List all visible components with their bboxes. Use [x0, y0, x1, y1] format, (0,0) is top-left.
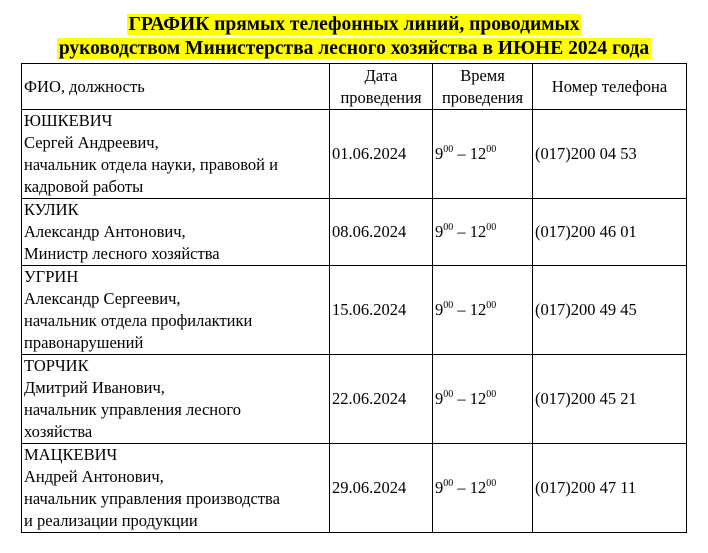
- document-title: [0, 13, 708, 61]
- table-row: [22, 110, 687, 199]
- time-end-min: 00: [486, 477, 497, 489]
- person-surname: УГРИН: [24, 267, 79, 286]
- phone-cell: (017)200 04 53: [533, 110, 687, 199]
- time-end-hour: 12: [469, 478, 487, 497]
- time-dash: –: [453, 478, 470, 497]
- person-surname: ТОРЧИК: [24, 356, 89, 375]
- person-position-1: Министр лесного хозяйства: [24, 244, 220, 263]
- time-dash: –: [453, 144, 470, 163]
- date-cell: 22.06.2024: [330, 355, 433, 444]
- person-name: Сергей Андреевич,: [24, 133, 159, 152]
- header-fio: ФИО, должность: [22, 64, 330, 110]
- time-start-hour: 9: [435, 478, 444, 497]
- time-dash: –: [453, 389, 470, 408]
- date-cell: 15.06.2024: [330, 266, 433, 355]
- table-row: [22, 266, 687, 355]
- table-row: [22, 355, 687, 444]
- person-name: Александр Сергеевич,: [24, 289, 181, 308]
- title-line-2: руководством Министерства лесного хозяйства в ИЮНЕ 2024 года: [58, 38, 650, 59]
- time-start-hour: 9: [435, 300, 444, 319]
- time-start-min: 00: [443, 299, 454, 311]
- person-position-2: правонарушений: [24, 333, 144, 352]
- header-time-line1: Время: [460, 65, 505, 85]
- schedule-table: [21, 63, 687, 533]
- time-end-hour: 12: [469, 144, 487, 163]
- time-start-min: 00: [443, 477, 454, 489]
- time-end-min: 00: [486, 221, 497, 233]
- person-cell: [22, 110, 330, 199]
- person-cell: [22, 266, 330, 355]
- header-date-line1: Дата: [364, 65, 398, 85]
- time-cell: [433, 355, 533, 444]
- time-end-min: 00: [486, 388, 497, 400]
- time-dash: –: [453, 300, 470, 319]
- table-header-row: [22, 64, 687, 110]
- phone-cell: (017)200 45 21: [533, 355, 687, 444]
- time-end-hour: 12: [469, 222, 487, 241]
- header-time-line2: проведения: [441, 87, 524, 107]
- time-start-min: 00: [443, 388, 454, 400]
- header-date-line2: проведения: [340, 87, 422, 107]
- phone-cell: (017)200 46 01: [533, 199, 687, 266]
- time-start-hour: 9: [435, 389, 444, 408]
- person-position-1: начальник отдела науки, правовой и: [24, 155, 278, 174]
- person-cell: [22, 355, 330, 444]
- person-position-1: начальник отдела профилактики: [24, 311, 253, 330]
- title-line-1: ГРАФИК прямых телефонных линий, проводимых: [128, 14, 580, 35]
- header-time: [433, 64, 533, 110]
- header-date: [330, 64, 433, 110]
- person-cell: [22, 444, 330, 533]
- phone-cell: (017)200 47 11: [533, 444, 687, 533]
- date-cell: 01.06.2024: [330, 110, 433, 199]
- person-surname: КУЛИК: [24, 200, 79, 219]
- time-start-min: 00: [443, 143, 454, 155]
- time-end-hour: 12: [469, 300, 487, 319]
- time-cell: [433, 266, 533, 355]
- table-row: [22, 444, 687, 533]
- person-surname: МАЦКЕВИЧ: [24, 445, 118, 464]
- time-start-hour: 9: [435, 144, 444, 163]
- time-cell: [433, 199, 533, 266]
- person-name: Андрей Антонович,: [24, 467, 164, 486]
- person-cell: [22, 199, 330, 266]
- date-cell: 08.06.2024: [330, 199, 433, 266]
- time-end-min: 00: [486, 299, 497, 311]
- person-position-1: начальник управления лесного: [24, 400, 241, 419]
- time-start-hour: 9: [435, 222, 444, 241]
- person-position-1: начальник управления производства: [24, 489, 280, 508]
- person-position-2: кадровой работы: [24, 177, 144, 196]
- person-position-2: хозяйства: [24, 422, 93, 441]
- person-position-2: и реализации продукции: [24, 511, 198, 530]
- person-name: Дмитрий Иванович,: [24, 378, 165, 397]
- table-row: [22, 199, 687, 266]
- time-end-hour: 12: [469, 389, 487, 408]
- time-end-min: 00: [486, 143, 497, 155]
- phone-cell: (017)200 49 45: [533, 266, 687, 355]
- time-cell: [433, 110, 533, 199]
- person-surname: ЮШКЕВИЧ: [24, 111, 113, 130]
- header-phone: Номер телефона: [533, 64, 687, 110]
- person-name: Александр Антонович,: [24, 222, 186, 241]
- time-dash: –: [453, 222, 470, 241]
- time-start-min: 00: [443, 221, 454, 233]
- date-cell: 29.06.2024: [330, 444, 433, 533]
- time-cell: [433, 444, 533, 533]
